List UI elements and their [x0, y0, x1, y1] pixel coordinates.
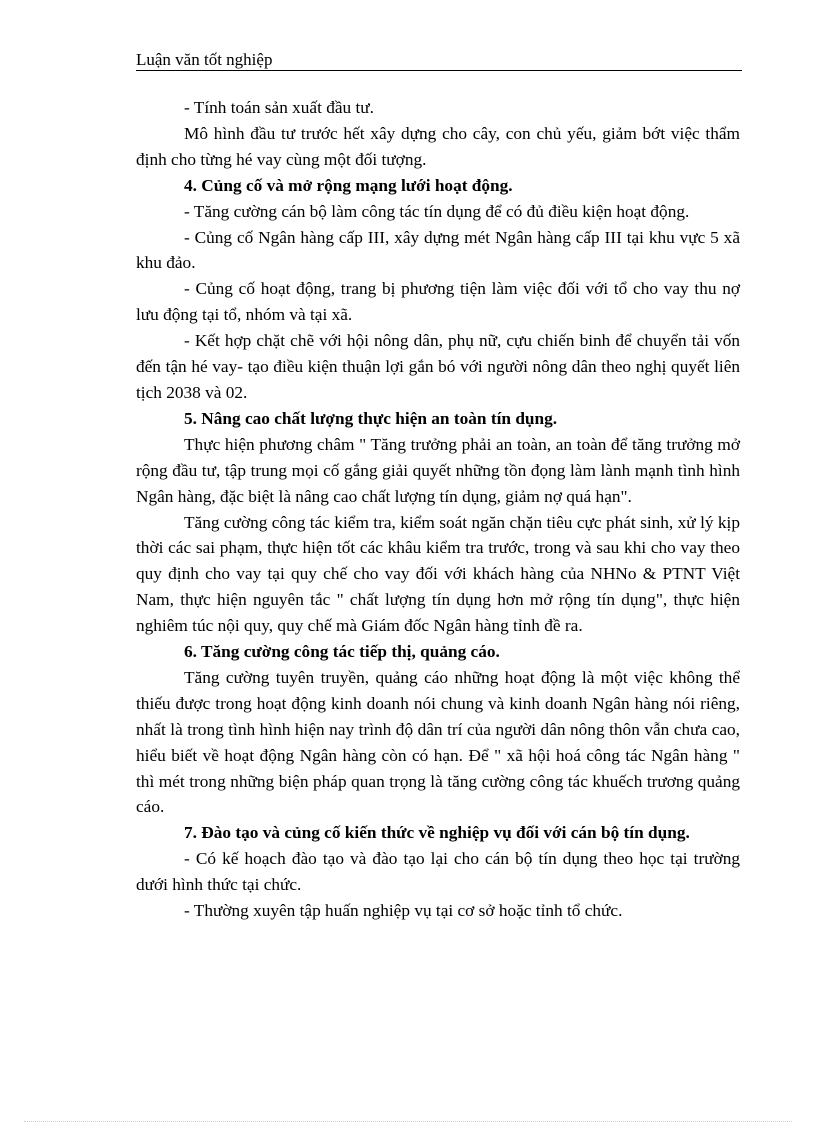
bullet-paragraph: - Tính toán sản xuất đầu tư.	[184, 98, 374, 117]
body-paragraph: Tăng cường công tác kiểm tra, kiểm soát ngăn chặn tiêu cực phát sinh, xử lý kịp thời các sai phạm, thực hiện tốt các khâu kiểm tra trước, trong và sau khi cho vay theo quy định cho vay tại quy chế cho vay đối với khách hàng của NHNo & PTNT Việt Nam, thực hiện nguyên tắc " chất lượng tín dụng hơn mở rộng tín dụng", thực hiện nghiêm túc nội quy, quy chế mà Giám đốc Ngân hàng tỉnh đề ra.	[136, 512, 740, 636]
section-heading-5: 5. Nâng cao chất lượng thực hiện an toàn tín dụng.	[184, 408, 558, 428]
document-body	[136, 95, 740, 924]
body-paragraph: Tăng cường tuyên truyền, quảng cáo những hoạt động là một việc không thể thiếu được trong hoạt động kinh doanh nói chung và kinh doanh Ngân hàng nói riêng, nhất là trong tình hình hiện nay trình độ dân trí của người dân nông thôn vẫn chưa cao, hiểu biết về hoạt động Ngân hàng còn có hạn. Để " xã hội hoá công tác Ngân hàng " thì mét trong những biện pháp quan trọng là tăng cường công tác khuếch trương quảng cáo.	[136, 667, 740, 817]
body-paragraph: Mô hình đầu tư trước hết xây dựng cho cây, con chủ yếu, giảm bớt việc thẩm định cho từng hé vay cùng một đối tượng.	[136, 123, 740, 169]
bullet-paragraph: - Củng cố Ngân hàng cấp III, xây dựng mét Ngân hàng cấp III tại khu vực 5 xã khu đảo.	[136, 227, 740, 273]
bullet-paragraph: - Thường xuyên tập huấn nghiệp vụ tại cơ sở hoặc tỉnh tổ chức.	[184, 901, 623, 921]
header-title: Luận văn tốt nghiệp	[136, 50, 273, 69]
bullet-paragraph: - Kết hợp chặt chẽ với hội nông dân, phụ nữ, cựu chiến binh để chuyển tải vốn đến tận hé vay- tạo điều kiện thuận lợi gắn bó với người nông dân theo nghị quyết liên tịch 2038 và 02.	[136, 331, 740, 402]
bullet-paragraph: - Tăng cường cán bộ làm công tác tín dụng để có đủ điều kiện hoạt động.	[184, 201, 690, 221]
body-paragraph: Thực hiện phương châm " Tăng trưởng phải an toàn, an toàn để tăng trưởng mở rộng đầu tư, tập trung mọi cố gắng giải quyết những tồn đọng làm lành mạnh tình hình Ngân hàng, đặc biệt là nâng cao chất lượng tín dụng, giảm nợ quá hạn".	[136, 434, 740, 506]
section-heading-7: 7. Đào tạo và củng cố kiến thức về nghiệp vụ đối với cán bộ tín dụng.	[184, 823, 690, 843]
page-bottom-divider	[24, 1121, 792, 1122]
page-header	[136, 46, 742, 71]
section-heading-6: 6. Tăng cường công tác tiếp thị, quảng cáo.	[184, 642, 500, 662]
bullet-paragraph: - Củng cố hoạt động, trang bị phương tiện làm việc đối với tổ cho vay thu nợ lưu động tại tổ, nhóm và tại xã.	[136, 279, 740, 325]
section-heading-4: 4. Củng cố và mở rộng mạng lưới hoạt động.	[184, 175, 513, 195]
bullet-paragraph: - Có kế hoạch đào tạo và đào tạo lại cho cán bộ tín dụng theo học tại trường dưới hình thức tại chức.	[136, 849, 740, 895]
